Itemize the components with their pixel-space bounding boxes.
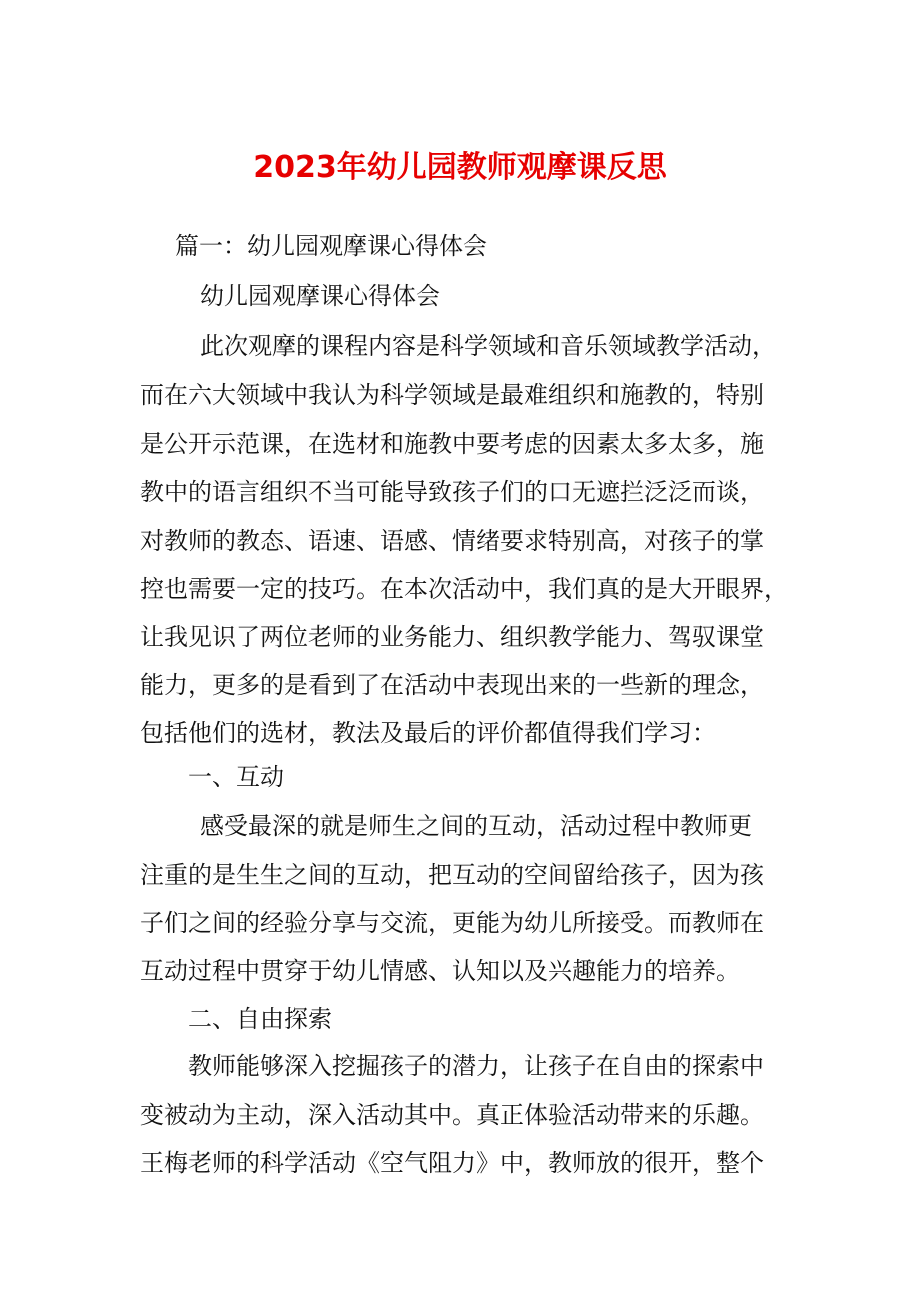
- document-title: 2023年幼儿园教师观摩课反思: [253, 150, 667, 185]
- text-line: 王梅老师的科学活动《空气阻力》中，教师放的很开，整个: [140, 1149, 764, 1177]
- text-line: 注重的是生生之间的互动，把互动的空间留给孩子，因为孩: [140, 861, 764, 889]
- text-line: 互动过程中贯穿于幼儿情感、认知以及兴趣能力的培养。: [140, 957, 740, 985]
- text-line: 包括他们的选材，教法及最后的评价都值得我们学习：: [140, 719, 716, 747]
- text-line: 感受最深的就是师生之间的互动，活动过程中教师更: [200, 812, 752, 840]
- text-line: 幼儿园观摩课心得体会: [200, 282, 440, 310]
- text-line: 此次观摩的课程内容是科学领域和音乐领域教学活动，: [200, 332, 776, 360]
- text-line: 教师能够深入挖掘孩子的潜力，让孩子在自由的探索中: [188, 1052, 764, 1080]
- section-heading: 一、互动: [188, 763, 284, 791]
- text-line: 是公开示范课，在选材和施教中要考虑的因素太多太多，施: [140, 430, 764, 458]
- text-line: 教中的语言组织不当可能导致孩子们的口无遮拦泛泛而谈，: [140, 478, 764, 506]
- text-line: 而在六大领域中我认为科学领域是最难组织和施教的，特别: [140, 381, 764, 409]
- text-line: 让我见识了两位老师的业务能力、组织教学能力、驾驭课堂: [140, 623, 764, 651]
- section-heading: 二、自由探索: [188, 1005, 332, 1033]
- text-line: 控也需要一定的技巧。在本次活动中，我们真的是大开眼界，: [140, 575, 788, 603]
- text-line: 子们之间的经验分享与交流，更能为幼儿所接受。而教师在: [140, 909, 764, 937]
- text-line: 对教师的教态、语速、语感、情绪要求特别高，对孩子的掌: [140, 527, 764, 555]
- text-line: 能力，更多的是看到了在活动中表现出来的一些新的理念，: [140, 671, 764, 699]
- text-line: 变被动为主动，深入活动其中。真正体验活动带来的乐趣。: [140, 1101, 764, 1129]
- text-line: 篇一：幼儿园观摩课心得体会: [175, 232, 487, 260]
